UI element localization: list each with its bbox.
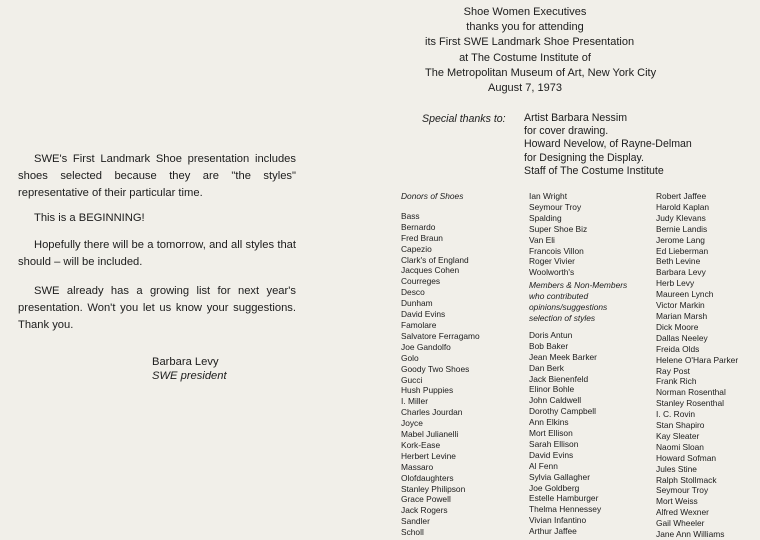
special-thanks-line: for Designing the Display. — [524, 151, 644, 164]
member-name: Elinor Bohle — [529, 384, 575, 395]
member-name: Dan Berk — [529, 362, 564, 373]
signature-name: Barbara Levy — [152, 356, 219, 368]
members-list — [529, 330, 627, 537]
special-thanks-line: Staff of The Costume Institute — [524, 164, 664, 177]
member-name: Jules Stine — [656, 463, 697, 474]
beginning-paragraph: This is a BEGINNING! — [34, 212, 145, 224]
signature-block — [152, 355, 227, 383]
header-line: its First SWE Landmark Shoe Presentation — [425, 36, 635, 49]
donors-column — [401, 191, 480, 538]
member-name: Thelma Hennessey — [529, 504, 602, 515]
member-name: Al Fenn — [529, 460, 558, 471]
donor-name: Joyce — [401, 418, 423, 429]
donor-name: Hush Puppies — [401, 385, 454, 396]
donor-name: Jacques Cohen — [401, 265, 460, 276]
middle-column — [529, 191, 627, 537]
header-line: Shoe Women Executives — [463, 6, 587, 18]
header-line: at The Costume Institute of — [459, 51, 591, 64]
donor-name: I. Miller — [401, 396, 428, 407]
donor-name: Courreges — [401, 276, 441, 287]
donor-name: Super Shoe Biz — [529, 223, 588, 234]
member-name: Beth Levine — [656, 256, 701, 267]
member-name: Dallas Neeley — [656, 332, 708, 343]
special-thanks-line: Artist Barbara Nessim — [524, 112, 628, 124]
signature-title: SWE president — [152, 370, 227, 382]
header-line: The Metropolitan Museum of Art, New York City — [425, 66, 657, 79]
donor-name: Spalding — [529, 212, 562, 223]
donor-name: Bernardo — [401, 221, 436, 232]
donor-name: David Evins — [401, 309, 446, 320]
donor-name: Famolare — [401, 319, 437, 330]
member-name: Stan Shapiro — [656, 420, 705, 431]
member-name: Sarah Ellison — [529, 438, 579, 449]
member-name: Vivian Infantino — [529, 515, 587, 526]
member-name: Arthur Jaffee — [529, 526, 577, 537]
header-line: thanks you for attending — [466, 21, 584, 34]
member-name: Ray Post — [656, 365, 690, 376]
donor-name: Grace Powell — [401, 494, 451, 505]
member-name: Ralph Stollmack — [656, 474, 717, 485]
member-name: Jean Meek Barker — [529, 351, 597, 362]
member-name: Jack Bienenfeld — [529, 373, 589, 384]
donor-name: Francois Villon — [529, 245, 584, 256]
tomorrow-paragraph: Hopefully there will be a tomorrow, and all styles that should – will be included. — [18, 239, 296, 268]
presentation-header — [425, 5, 657, 96]
donor-name: Fred Braun — [401, 232, 443, 243]
member-name: Ed Lieberman — [656, 245, 709, 256]
member-name: Kay Sleater — [656, 430, 700, 441]
member-name: John Caldwell — [529, 395, 582, 406]
member-name: Bob Baker — [529, 340, 569, 351]
left-page — [0, 0, 330, 539]
donor-name: Dunham — [401, 298, 433, 309]
member-name: Victor Markin — [656, 300, 705, 311]
member-name: Seymour Troy — [656, 485, 709, 496]
member-name: Naomi Sloan — [656, 441, 704, 452]
member-name: Bernie Landis — [656, 223, 708, 234]
member-name: Harold Kaplan — [656, 201, 710, 212]
members-heading-line: who contributed — [529, 291, 589, 302]
member-name: Estelle Hamburger — [529, 493, 599, 504]
member-name: Marian Marsh — [656, 310, 708, 321]
donor-name: Bass — [401, 210, 420, 221]
members-heading-line: selection of styles — [529, 312, 596, 323]
donors-list — [401, 211, 480, 538]
donor-name: Goody Two Shoes — [401, 363, 470, 374]
donor-name: Kork-Ease — [401, 439, 441, 450]
donor-name: Sandler — [401, 516, 430, 527]
member-name: Doris Antun — [529, 329, 573, 340]
member-name: Dorothy Campbell — [529, 406, 597, 417]
right-column — [656, 191, 738, 540]
donor-name: Desco — [401, 287, 425, 298]
donor-name: Salvatore Ferragamo — [401, 330, 480, 341]
donor-name: Golo — [401, 352, 419, 363]
donor-name: Capezio — [401, 243, 432, 254]
special-thanks-label: Special thanks to: — [422, 113, 506, 125]
donor-name: Roger Vivier — [529, 256, 575, 267]
member-name: Ann Elkins — [529, 417, 569, 428]
special-thanks-line: for cover drawing. — [524, 125, 609, 138]
member-name: Joe Goldberg — [529, 482, 580, 493]
donor-name: Woolworth's — [529, 267, 575, 278]
donor-name: Gucci — [401, 374, 423, 385]
member-name: Freida Olds — [656, 343, 700, 354]
donor-name: Seymour Troy — [529, 201, 582, 212]
donor-name: Herbert Levine — [401, 450, 456, 461]
member-name: Jane Ann Williams — [656, 529, 725, 540]
special-thanks-line: Howard Nevelow, of Rayne-Delman — [524, 138, 692, 151]
member-name: Norman Rosenthal — [656, 387, 726, 398]
member-name: Alfred Wexner — [656, 507, 709, 518]
donor-name: Stanley Philipson — [401, 483, 466, 494]
donors-heading: Donors of Shoes — [401, 191, 464, 201]
donor-name: Massaro — [401, 461, 434, 472]
member-name: Stanley Rosenthal — [656, 398, 724, 409]
member-name: Jerome Lang — [656, 234, 705, 245]
donor-name: Scholl — [401, 527, 424, 538]
donor-name: Charles Jourdan — [401, 407, 463, 418]
member-name: Sylvia Gallagher — [529, 471, 590, 482]
member-name: Dick Moore — [656, 321, 699, 332]
donor-name: Joe Gandolfo — [401, 341, 451, 352]
donor-name: Clark's of England — [401, 254, 469, 265]
members-heading — [529, 280, 627, 324]
donor-name: Ian Wright — [529, 191, 568, 201]
member-name: Maureen Lynch — [656, 289, 714, 300]
member-name: Gail Wheeler — [656, 518, 705, 529]
member-name: I. C. Rovin — [656, 409, 696, 420]
member-name: Mort Weiss — [656, 496, 698, 507]
members-list-continued — [656, 191, 738, 540]
header-date: August 7, 1973 — [487, 82, 562, 95]
member-name: Mort Ellison — [529, 428, 573, 439]
donor-name: Van Eli — [529, 234, 555, 245]
intro-paragraph: SWE's First Landmark Shoe presentation includes shoes selected because they are "the styles" representative of their particular time. — [18, 153, 296, 199]
next-year-paragraph: SWE already has a growing list for next year's presentation. Won't you let us know your suggestions. Thank you. — [18, 285, 296, 331]
member-name: Herb Levy — [656, 278, 695, 289]
member-name: Judy Klevans — [656, 212, 706, 223]
donors-list-continued — [529, 191, 627, 278]
member-name: David Evins — [529, 449, 574, 460]
member-name: Frank Rich — [656, 376, 697, 387]
member-name: Helene O'Hara Parker — [656, 354, 739, 365]
donor-name: Olofdaughters — [401, 472, 454, 483]
member-name: Robert Jaffee — [656, 191, 707, 201]
members-heading-line: Members & Non-Members — [529, 280, 628, 291]
special-thanks-list — [524, 112, 692, 178]
donor-name: Mabel Julianelli — [401, 429, 459, 440]
member-name: Barbara Levy — [656, 267, 706, 278]
donor-name: Jack Rogers — [401, 505, 448, 516]
members-heading-line: opinions/suggestions — [529, 302, 608, 313]
member-name: Howard Sofman — [656, 452, 717, 463]
